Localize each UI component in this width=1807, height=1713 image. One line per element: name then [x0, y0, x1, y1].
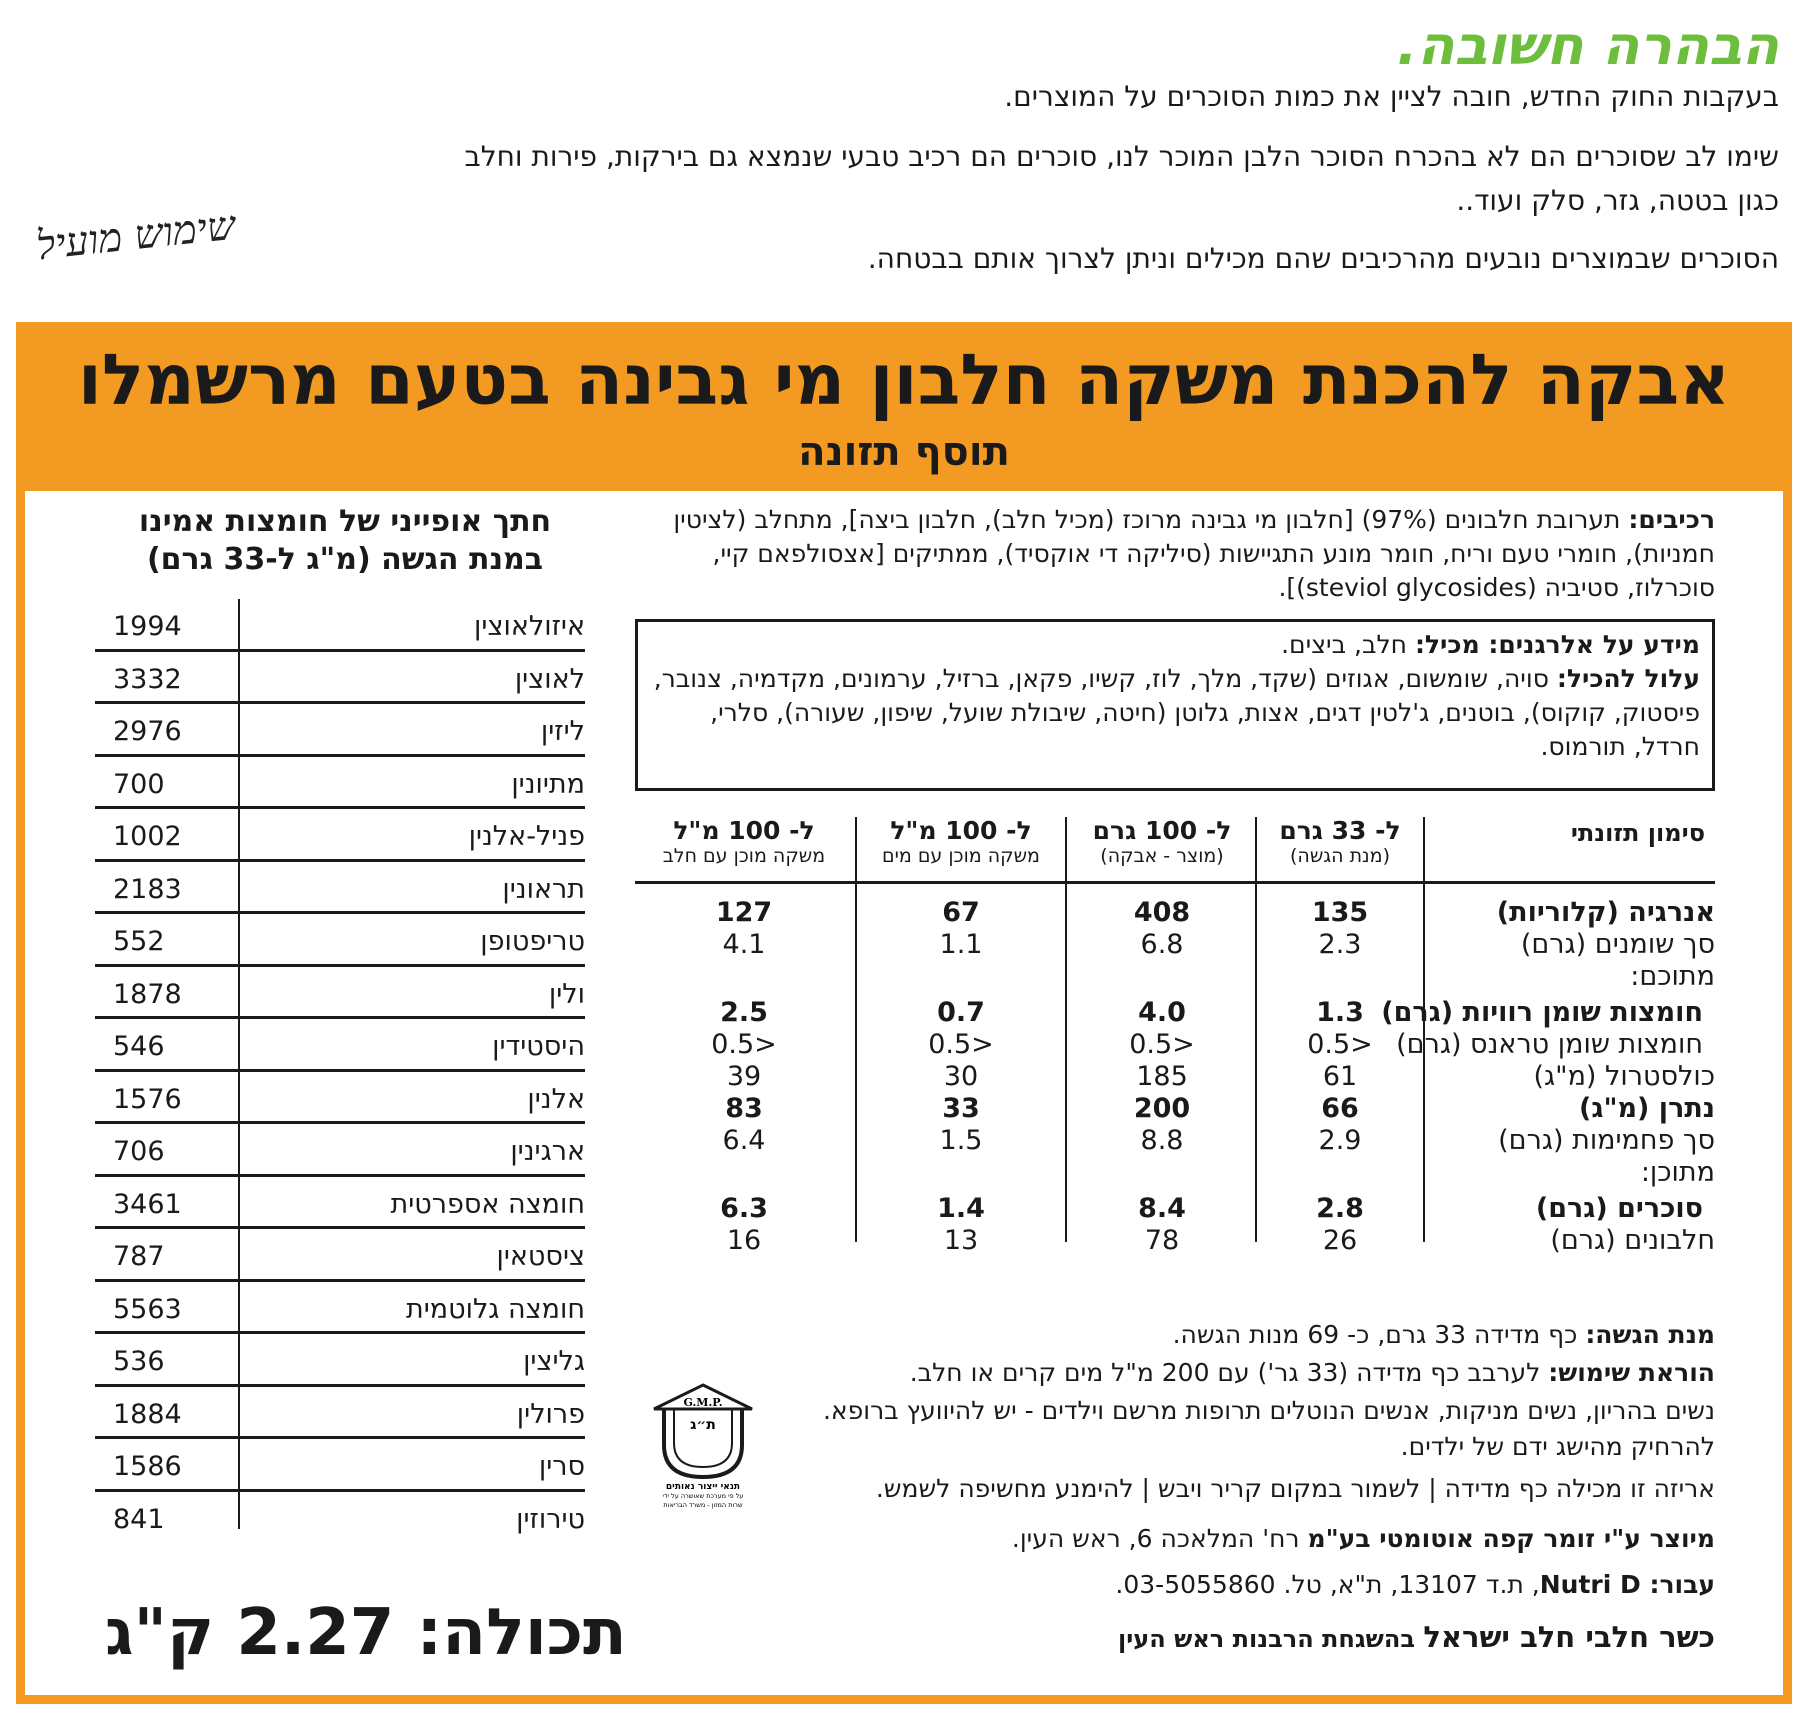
amino-title — [85, 503, 605, 579]
nutrition-row-label: סוכרים (גרם) — [1535, 1193, 1703, 1224]
amino-name: ליזין — [540, 716, 585, 747]
amino-value: 3332 — [113, 663, 182, 695]
notice-title: הבהרה חשובה. — [1396, 14, 1779, 77]
column-header-sub: משקה מוכן עם חלב — [662, 845, 826, 867]
amino-row — [95, 1019, 585, 1072]
nutrition-value: 1.3 — [1316, 997, 1364, 1028]
amino-row — [95, 1439, 585, 1492]
amino-name: איזולאוצין — [474, 611, 585, 642]
manufacturer-label: מיוצר ע"י זומר קפה אוטומטי בע"מ — [1307, 1524, 1715, 1553]
amino-value: 3461 — [113, 1188, 182, 1220]
amino-value: 5563 — [113, 1293, 182, 1325]
amino-value: 1994 — [113, 611, 182, 642]
amino-value: 1884 — [113, 1398, 182, 1430]
amino-row — [95, 1229, 585, 1282]
allergen-contains-label: מידע על אלרגנים: מכיל: — [1414, 630, 1700, 659]
nutrition-row-label: נתרן (מ"ג) — [1579, 1093, 1715, 1124]
amino-row — [95, 914, 585, 967]
amino-value: 2976 — [113, 716, 182, 747]
nutrition-value: 1.5 — [939, 1125, 983, 1156]
nutrition-value: <0.5 — [711, 1029, 777, 1060]
table-header-rule — [635, 881, 1715, 884]
notice-line-3: כגון בטטה, גזר, סלק ועוד.. — [1456, 184, 1779, 217]
amino-row — [95, 809, 585, 862]
distributor-brand: Nutri D — [1539, 1570, 1650, 1599]
distributor-label: עבור: — [1649, 1570, 1715, 1599]
column-header-water — [863, 817, 1059, 867]
amino-row — [95, 1282, 585, 1335]
nutrition-value: 83 — [725, 1093, 763, 1124]
amino-row — [95, 704, 585, 757]
amino-name: לאוצין — [514, 663, 585, 695]
column-header-title: ל- 100 גרם — [1092, 816, 1232, 845]
nutrition-row — [635, 1193, 1715, 1227]
column-header-sub: משקה מוכן עם מים — [882, 845, 1040, 867]
gmp-caption-1: תנאי ייצור נאותים — [665, 1482, 741, 1492]
amino-row — [95, 1177, 585, 1230]
amino-name: חומצה אספרטית — [390, 1188, 585, 1220]
product-title: אבקה להכנת משקה חלבון מי גבינה בטעם מרשמלו — [77, 339, 1731, 421]
nutrition-value: 0.7 — [937, 997, 985, 1028]
amino-name: חומצה גלוטמית — [405, 1293, 585, 1325]
serving-info — [1173, 1319, 1715, 1351]
nutrition-row — [635, 929, 1715, 963]
amino-value: 546 — [113, 1031, 165, 1062]
amino-row — [95, 652, 585, 705]
nutrition-table — [635, 809, 1715, 1254]
column-header-100g — [1075, 817, 1249, 867]
amino-value: 1586 — [113, 1451, 182, 1482]
amino-value: 706 — [113, 1136, 165, 1167]
nutrition-header-label: סימון תזונתי — [1570, 819, 1705, 847]
warning-line-2: להרחיק מהישג ידם של ילדים. — [1400, 1432, 1715, 1461]
column-header-title: ל- 100 מ"ל — [673, 816, 815, 845]
manufacturer-info — [1012, 1523, 1715, 1555]
amino-value: 2183 — [113, 873, 182, 905]
amino-row — [95, 1334, 585, 1387]
nutrition-row-label: מתוכם: — [1630, 961, 1715, 992]
column-header-milk — [639, 817, 849, 867]
amino-value: 1002 — [113, 821, 182, 852]
amino-name: ארגינין — [510, 1136, 585, 1167]
nutrition-value: 1.1 — [939, 929, 983, 960]
usage-label: הוראת שימוש: — [1548, 1358, 1715, 1387]
title-band — [25, 331, 1783, 491]
nutrition-value: 127 — [715, 897, 773, 928]
nutrition-value: 2.3 — [1318, 929, 1362, 960]
gmp-mark: ת״ג — [690, 1417, 716, 1433]
amino-name: אלנין — [527, 1083, 585, 1115]
nutrition-value: 78 — [1144, 1225, 1180, 1256]
nutrition-row-label: חומצות שומן טראנס (גרם) — [1396, 1029, 1703, 1060]
net-weight: תכולה: 2.27 ק"ג — [105, 1596, 627, 1670]
gmp-caption-2: על פי מערכת שאושרה על ידי — [662, 1492, 744, 1500]
amino-name: טריפטופן — [480, 926, 585, 957]
amino-name: ציסטאין — [496, 1241, 585, 1272]
column-header-sub: (מנת הגשה) — [1290, 845, 1390, 867]
amino-value: 536 — [113, 1346, 165, 1377]
notice-line-4: הסוכרים שבמוצרים נובעים מהרכיבים שהם מכילים וניתן לצרוך אותם בבטחה. — [867, 242, 1779, 275]
nutrition-value: 33 — [942, 1093, 980, 1124]
nutrition-row — [635, 961, 1715, 995]
nutrition-value: 6.4 — [722, 1125, 766, 1156]
allergen-box — [635, 619, 1715, 791]
nutrition-row — [635, 1225, 1715, 1259]
nutrition-value: 2.5 — [720, 997, 768, 1028]
kosher-label: כשר חלבי חלב ישראל — [1423, 1620, 1715, 1654]
nutrition-value: 61 — [1322, 1061, 1358, 1092]
amino-row — [95, 1492, 585, 1545]
amino-row — [95, 967, 585, 1020]
amino-value: 552 — [113, 926, 165, 957]
amino-value: 787 — [113, 1241, 165, 1272]
nutrition-value: <0.5 — [1129, 1029, 1195, 1060]
amino-row — [95, 862, 585, 915]
nutrition-value: 2.9 — [1318, 1125, 1362, 1156]
nutrition-value: <0.5 — [1307, 1029, 1373, 1060]
nutrition-row-label: חומצות שומן רוויות (גרם) — [1381, 997, 1703, 1028]
nutrition-value: 2.8 — [1316, 1193, 1364, 1224]
nutrition-row — [635, 997, 1715, 1031]
amino-name: פרולין — [516, 1398, 585, 1430]
label-frame — [16, 322, 1792, 1704]
amino-table — [95, 599, 585, 1544]
distributor-text: , ת.ד 13107, ת"א, טל. 03-5055860. — [1115, 1570, 1540, 1599]
amino-name: סרין — [538, 1451, 585, 1482]
amino-value: 1878 — [113, 978, 182, 1010]
nutrition-value: 4.0 — [1138, 997, 1186, 1028]
usage-text: לערבב כף מדידה (33 גר') עם 200 מ"ל מים קרים או חלב. — [909, 1358, 1549, 1387]
usage-info — [910, 1357, 1715, 1389]
distributor-info — [1115, 1569, 1715, 1601]
amino-title-line-2: במנת הגשה (מ"ג ל-33 גרם) — [146, 542, 544, 577]
nutrition-value: <0.5 — [928, 1029, 994, 1060]
nutrition-row — [635, 897, 1715, 931]
nutrition-value: 8.4 — [1138, 1193, 1186, 1224]
amino-row — [95, 1072, 585, 1125]
nutrition-value: 6.3 — [720, 1193, 768, 1224]
nutrition-row — [635, 1093, 1715, 1127]
nutrition-value: 6.8 — [1140, 929, 1184, 960]
allergen-may-label: עלול להכיל: — [1556, 664, 1700, 693]
nutrition-value: 200 — [1133, 1093, 1191, 1124]
nutrition-value: 30 — [943, 1061, 979, 1092]
column-header-serving — [1265, 817, 1415, 867]
ingredients — [635, 503, 1715, 605]
nutrition-value: 408 — [1133, 897, 1191, 928]
amino-name: תראונין — [502, 873, 585, 905]
serving-text: כף מדידה 33 גרם, כ- 69 מנות הגשה. — [1172, 1320, 1586, 1349]
amino-name: פניל-אלנין — [468, 821, 585, 852]
warning-line-1: נשים בהריון, נשים מניקות, אנשים הנוטלים תרופות מרשם וילדים - יש להיוועץ ברופא. — [822, 1396, 1715, 1425]
nutrition-value: 1.4 — [937, 1193, 985, 1224]
nutrition-value: 4.1 — [722, 929, 766, 960]
nutrition-value: 13 — [943, 1225, 979, 1256]
nutrition-row — [635, 1157, 1715, 1191]
notice-line-1: בעקבות החוק החדש, חובה לציין את כמות הסוכרים על המוצרים. — [1004, 80, 1779, 113]
nutrition-row-label: כולסטרול (מ"ג) — [1533, 1061, 1715, 1092]
ingredients-text: תערובת חלבונים (97%) [חלבון מי גבינה מרוכז (מכיל חלב), חלבון ביצה], מתחלב (לציטין חמניות), חומרי טעם וריח, חומר מונע התגיישות (סיליקה די אוקסיד), ממתיקים [אצסולפאם קיי, סוכרלוז, סטיביה (steviol glycosides)]. — [673, 505, 1715, 602]
nutrition-value: 39 — [726, 1061, 762, 1092]
nutrition-value: 8.8 — [1140, 1125, 1184, 1156]
nutrition-value: 26 — [1322, 1225, 1358, 1256]
nutrition-value: 16 — [726, 1225, 762, 1256]
column-header-sub: (מוצר - אבקה) — [1100, 845, 1224, 867]
allergen-may-text: סויה, שומשום, אגוזים (שקד, מלך, לוז, קשיו, פקאן, ברזיל, ערמונים, מקדמיה, צנובר, פיסטוק, קוקוס), בוטנים, ג'לטין דגים, אצות, גלוטן (חיטה, שיבולת שועל, שיפון, שעורה), סלרי, חרדל, תורמוס. — [653, 664, 1700, 761]
allergen-may-contain — [650, 662, 1700, 764]
amino-value: 700 — [113, 768, 165, 800]
amino-name: היסטידין — [492, 1031, 585, 1062]
kosher-text: בהשגחת הרבנות ראש העין — [1117, 1625, 1424, 1653]
amino-name: גליצין — [523, 1346, 585, 1377]
amino-name: ולין — [548, 978, 585, 1010]
nutrition-value: 66 — [1321, 1093, 1359, 1124]
column-header-title: ל- 100 מ"ל — [890, 816, 1032, 845]
serving-label: מנת הגשה: — [1585, 1320, 1715, 1349]
nutrition-row-label: סך שומנים (גרם) — [1520, 929, 1715, 960]
nutrition-row-label: סך פחמימות (גרם) — [1498, 1125, 1715, 1156]
ingredients-label: רכיבים: — [1628, 505, 1715, 534]
amino-value: 1576 — [113, 1083, 182, 1115]
gmp-logo — [648, 1381, 758, 1511]
signature: שימוש מועיל — [34, 202, 238, 270]
nutrition-row-label: חלבונים (גרם) — [1550, 1225, 1715, 1256]
amino-row — [95, 1387, 585, 1440]
nutrition-value: 67 — [942, 897, 980, 928]
nutrition-row-label: מתוכן: — [1640, 1157, 1715, 1188]
allergen-contains-text: חלב, ביצים. — [1281, 630, 1415, 659]
amino-value: 841 — [113, 1503, 165, 1535]
nutrition-value: 185 — [1136, 1061, 1188, 1092]
nutrition-value: 135 — [1311, 897, 1369, 928]
nutrition-row — [635, 1125, 1715, 1159]
nutrition-row — [635, 1061, 1715, 1095]
allergen-contains — [650, 628, 1700, 662]
manufacturer-text: רח' המלאכה 6, ראש העין. — [1011, 1524, 1308, 1553]
gmp-text: G.M.P. — [683, 1396, 723, 1409]
amino-row — [95, 757, 585, 810]
amino-title-line-1: חתך אופייני של חומצות אמינו — [138, 504, 552, 539]
gmp-caption-3: שרות המזון - משרד הבריאות — [663, 1501, 743, 1509]
amino-row — [95, 1124, 585, 1177]
nutrition-row-label: אנרגיה (קלוריות) — [1496, 897, 1715, 928]
kosher-info — [1118, 1621, 1715, 1655]
amino-row — [95, 599, 585, 652]
nutrition-row — [635, 1029, 1715, 1063]
notice-line-2: שימו לב שסוכרים הם לא בהכרח הסוכר הלבן המוכר לנו, סוכרים הם רכיב טבעי שנמצא גם בירקות, פירות וחלב — [464, 140, 1779, 173]
column-header-title: ל- 33 גרם — [1279, 816, 1401, 845]
amino-name: טירוזין — [516, 1503, 585, 1535]
product-subtitle: תוסף תזונה — [798, 429, 1010, 475]
amino-name: מתיונין — [511, 768, 585, 800]
storage-info: אריזה זו מכילה כף מדידה | לשמור במקום קריר ויבש | להימנע מחשיפה לשמש. — [875, 1474, 1715, 1503]
